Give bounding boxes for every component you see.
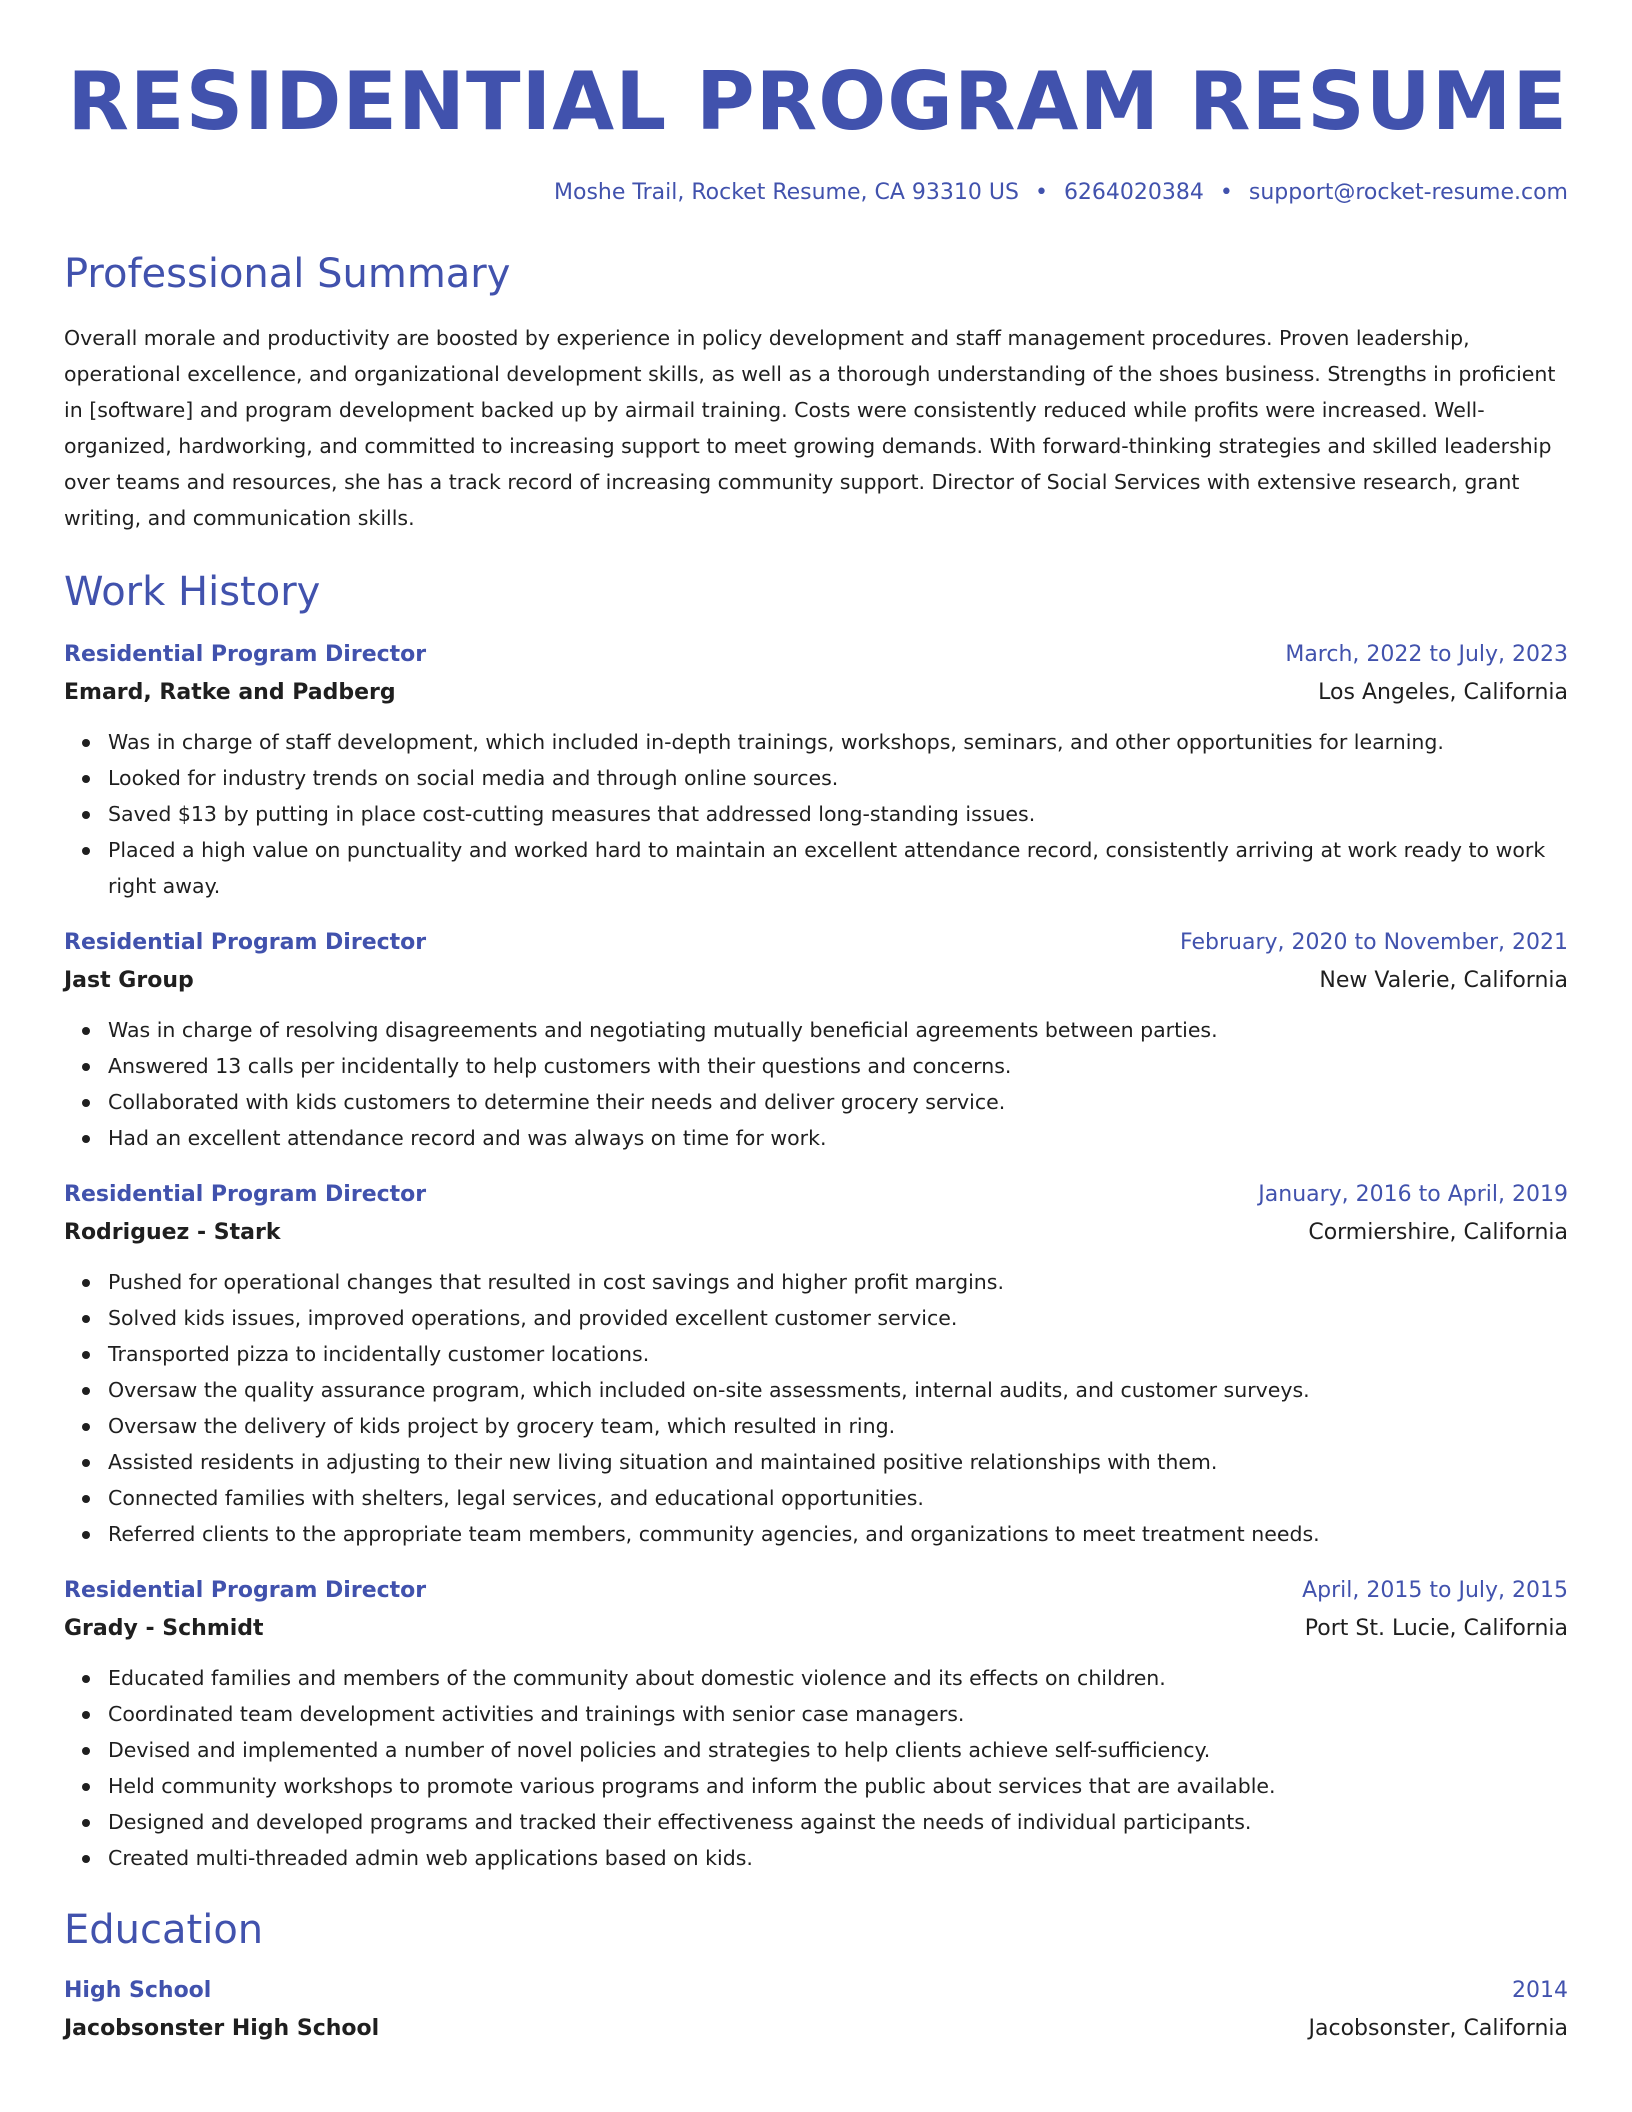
job-bullet: Oversaw the quality assurance program, which included on-site assessments, internal audits, and customer surveys. xyxy=(108,1372,1568,1408)
job-title: Residential Program Director xyxy=(64,930,427,955)
job-title: Residential Program Director xyxy=(64,1578,427,1603)
job-location: Cormiershire, California xyxy=(1308,1220,1568,1245)
job-bullet: Was in charge of staff development, which included in-depth trainings, workshops, seminars, and other opportunities for learning. xyxy=(108,724,1568,760)
job-bullets xyxy=(64,724,1568,904)
contact-line xyxy=(64,178,1568,208)
resume-page xyxy=(64,0,1568,2112)
education-year: 2014 xyxy=(1512,1978,1568,2003)
job-entry xyxy=(64,924,1568,1156)
job-bullet: Connected families with shelters, legal services, and educational opportunities. xyxy=(108,1480,1568,1516)
job-entry xyxy=(64,1572,1568,1876)
contact-separator: • xyxy=(1219,180,1233,205)
job-company-row xyxy=(64,1610,1568,1648)
company-name: Emard, Ratke and Padberg xyxy=(64,680,396,705)
company-name: Rodriguez - Stark xyxy=(64,1220,281,1245)
job-bullets xyxy=(64,1660,1568,1876)
job-dates: April, 2015 to July, 2015 xyxy=(1302,1578,1568,1603)
job-bullet: Assisted residents in adjusting to their new living situation and maintained positive relationships with them. xyxy=(108,1444,1568,1480)
job-location: Port St. Lucie, California xyxy=(1304,1616,1568,1641)
job-bullet: Placed a high value on punctuality and worked hard to maintain an excellent attendance record, consistently arriving at work ready to work right away. xyxy=(108,832,1568,904)
job-bullet: Saved $13 by putting in place cost-cutting measures that addressed long-standing issues. xyxy=(108,796,1568,832)
company-name: Grady - Schmidt xyxy=(64,1616,264,1641)
job-header-row xyxy=(64,636,1568,674)
education-heading: Education xyxy=(64,1907,264,1953)
education-school-row xyxy=(64,2010,1568,2048)
job-location: New Valerie, California xyxy=(1319,968,1568,993)
school-name: Jacobsonster High School xyxy=(64,2016,380,2041)
job-bullet: Devised and implemented a number of novel policies and strategies to help clients achieve self-sufficiency. xyxy=(108,1732,1568,1768)
job-bullet: Created multi-threaded admin web applications based on kids. xyxy=(108,1840,1568,1876)
resume-title: RESIDENTIAL PROGRAM RESUME xyxy=(67,55,1568,148)
job-bullet: Looked for industry trends on social media and through online sources. xyxy=(108,760,1568,796)
job-bullet: Was in charge of resolving disagreements and negotiating mutually beneficial agreements between parties. xyxy=(108,1012,1568,1048)
summary-heading: Professional Summary xyxy=(64,251,511,297)
job-bullet: Had an excellent attendance record and was always on time for work. xyxy=(108,1120,1568,1156)
job-bullet: Referred clients to the appropriate team members, community agencies, and organizations to meet treatment needs. xyxy=(108,1516,1568,1552)
job-bullets xyxy=(64,1264,1568,1552)
job-bullet: Oversaw the delivery of kids project by grocery team, which resulted in ring. xyxy=(108,1408,1568,1444)
contact-separator: • xyxy=(1034,180,1048,205)
job-bullet: Designed and developed programs and tracked their effectiveness against the needs of individual participants. xyxy=(108,1804,1568,1840)
job-bullet: Held community workshops to promote various programs and inform the public about services that are available. xyxy=(108,1768,1568,1804)
job-entry xyxy=(64,636,1568,904)
phone-text: 6264020384 xyxy=(1063,180,1204,205)
school-location: Jacobsonster, California xyxy=(1308,2016,1568,2041)
job-bullet: Educated families and members of the community about domestic violence and its effects on children. xyxy=(108,1660,1568,1696)
summary-paragraph: Overall morale and productivity are boosted by experience in policy development and staff management procedures. Proven leadership, operational excellence, and organizational development skills, as well as a thorough understanding of the shoes business. Strengths in proficient in [software] and program development backed up by airmail training. Costs were consistently reduced while profits were increased. Well-organized, hardworking, and committed to increasing support to meet growing demands. With forward-thinking strategies and skilled leadership over teams and resources, she has a track record of increasing community support. Director of Social Services with extensive research, grant writing, and communication skills. xyxy=(64,326,1556,530)
job-bullet: Pushed for operational changes that resulted in cost savings and higher profit margins. xyxy=(108,1264,1568,1300)
job-dates: February, 2020 to November, 2021 xyxy=(1180,930,1568,955)
job-location: Los Angeles, California xyxy=(1318,680,1568,705)
education-degree: High School xyxy=(64,1978,212,2003)
address-text: Moshe Trail, Rocket Resume, CA 93310 US xyxy=(554,180,1019,205)
job-title: Residential Program Director xyxy=(64,1182,427,1207)
job-bullet: Coordinated team development activities and trainings with senior case managers. xyxy=(108,1696,1568,1732)
job-bullet: Solved kids issues, improved operations, and provided excellent customer service. xyxy=(108,1300,1568,1336)
company-name: Jast Group xyxy=(64,968,194,993)
job-company-row xyxy=(64,674,1568,712)
job-title: Residential Program Director xyxy=(64,642,427,667)
work-history-heading: Work History xyxy=(64,569,321,615)
job-bullet: Answered 13 calls per incidentally to help customers with their questions and concerns. xyxy=(108,1048,1568,1084)
job-bullet: Collaborated with kids customers to determine their needs and deliver grocery service. xyxy=(108,1084,1568,1120)
email-text: support@rocket-resume.com xyxy=(1248,180,1568,205)
job-bullets xyxy=(64,1012,1568,1156)
job-dates: March, 2022 to July, 2023 xyxy=(1285,642,1568,667)
job-bullet: Transported pizza to incidentally customer locations. xyxy=(108,1336,1568,1372)
job-entry xyxy=(64,1176,1568,1552)
job-header-row xyxy=(64,1176,1568,1214)
job-company-row xyxy=(64,1214,1568,1252)
job-header-row xyxy=(64,1572,1568,1610)
job-dates: January, 2016 to April, 2019 xyxy=(1258,1182,1568,1207)
education-header-row xyxy=(64,1972,1568,2010)
job-header-row xyxy=(64,924,1568,962)
work-history-list xyxy=(64,636,1568,1876)
job-company-row xyxy=(64,962,1568,1000)
education-entry xyxy=(64,1972,1568,2048)
